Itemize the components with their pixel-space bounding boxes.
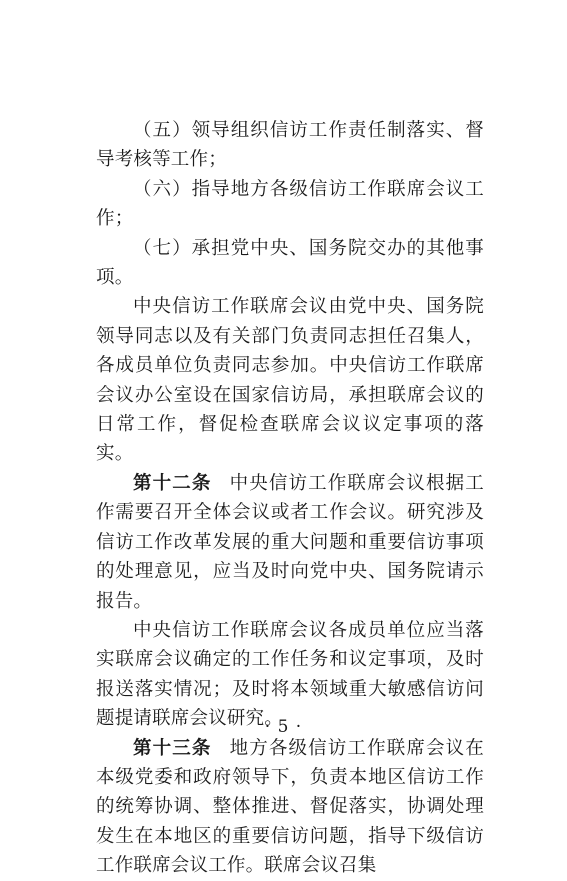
paragraph-central-joint-meeting (96, 292, 484, 468)
article-label: 第十三条 (133, 737, 212, 759)
paragraph-text: 中央信访工作联席会议根据工作需要召开全体会议或者工作会议。研究涉及信访工作改革发展的重大问题和重要信访事项的处理意见，应当及时向党中央、国务院请示报告。 (96, 472, 484, 612)
paragraph-text: 中央信访工作联席会议由党中央、国务院领导同志以及有关部门负责同志担任召集人，各成员单位负责同志参加。中央信访工作联席会议办公室设在国家信访局，承担联席会议的日常工作，督促检查联席会议议定事项的落实。 (96, 296, 484, 465)
body-text (96, 116, 484, 881)
paragraph-text: （七）承担党中央、国务院交办的其他事项。 (96, 237, 484, 289)
paragraph-text: （五）领导组织信访工作责任制落实、督导考核等工作； (96, 120, 484, 171)
paragraph-member-units (96, 616, 484, 734)
paragraph-item-6 (96, 175, 484, 234)
paragraph-text: （六）指导地方各级信访工作联席会议工作； (96, 178, 484, 230)
paragraph-text: 地方各级信访工作联席会议在本级党委和政府领导下，负责本地区信访工作的统筹协调、整体推进、督促落实，协调处理发生在本地区的重要信访问题，指导下级信访工作联席会议工作。联席会议召集 (96, 737, 484, 877)
paragraph-text: 中央信访工作联席会议各成员单位应当落实联席会议确定的工作任务和议定事项，及时报送落实情况；及时将本领域重大敏感信访问题提请联席会议研究。 (96, 619, 484, 730)
article-12 (96, 469, 484, 616)
page-number: · 5 · (264, 717, 303, 737)
paragraph-item-7 (96, 234, 484, 293)
paragraph-item-5 (96, 116, 484, 175)
article-label: 第十二条 (133, 472, 212, 494)
article-13 (96, 734, 484, 881)
